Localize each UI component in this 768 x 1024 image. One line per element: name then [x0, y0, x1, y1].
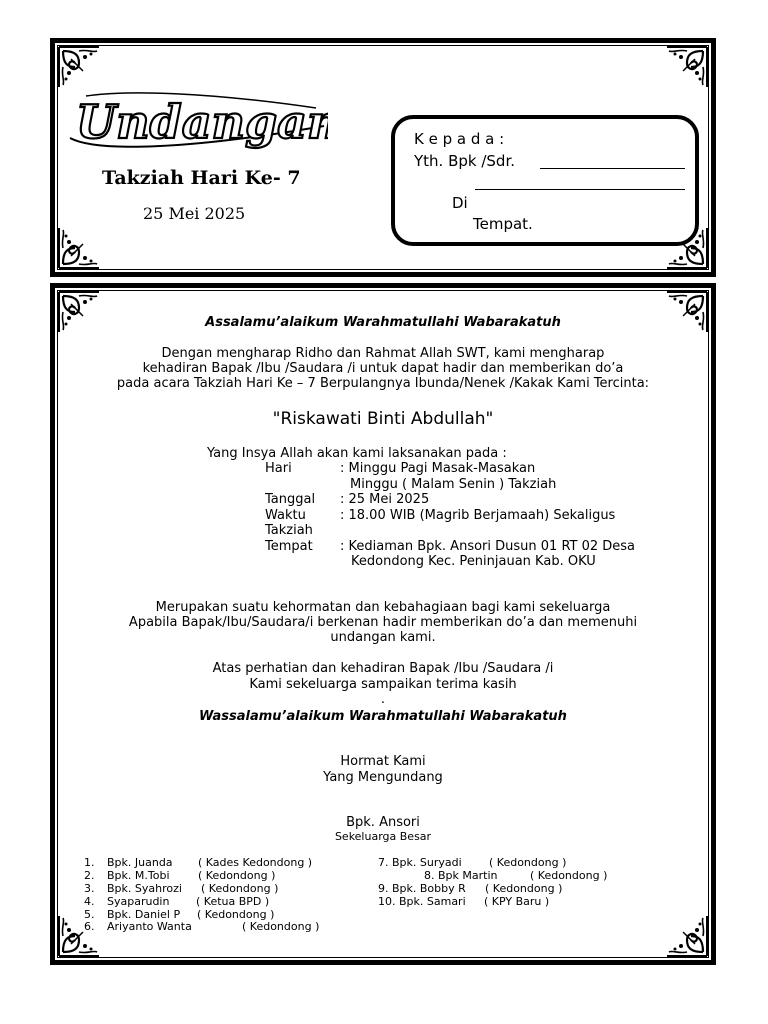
tempat-label-schedule: Tempat — [265, 539, 313, 554]
thanks-line-1: Atas perhatian dan kehadiran Bapak /Ibu /Saudara /i — [212, 661, 554, 676]
recipient-name-line[interactable] — [540, 168, 685, 169]
guest-num: 4. — [84, 895, 95, 908]
guest-role: ( KPY Baru ) — [484, 895, 550, 908]
guest-name: 9. Bpk. Bobby R — [378, 882, 466, 895]
tempat-value-2: Kedondong Kec. Peninjauan Kab. OKU — [351, 554, 596, 569]
guest-name: 10. Bpk. Samari — [378, 895, 466, 908]
tempat-label: Tempat. — [473, 215, 533, 233]
corner-ornament-icon — [665, 914, 709, 958]
hari-label: Hari — [265, 461, 292, 476]
guest-num: 2. — [84, 869, 95, 882]
guest-num: 6. — [84, 920, 95, 933]
guest-name: Syaparudin — [107, 895, 170, 908]
intro-line-1: Dengan mengharap Ridho dan Rahmat Allah SWT, kami mengharap — [161, 346, 605, 361]
tanggal-label: Tanggal — [265, 492, 316, 507]
recipient-name-line-2[interactable] — [475, 189, 685, 190]
thanks-line-2: Kami sekeluarga sampaikan terima kasih — [249, 677, 517, 692]
yth-label: Yth. Bpk /Sdr. — [414, 152, 516, 170]
signer-family: Sekeluarga Besar — [334, 830, 432, 843]
corner-ornament-icon — [57, 226, 101, 270]
closing-greeting: Wassalamu’alaikum Warahmatullahi Wabarakatuh — [199, 709, 567, 724]
closing-line-3: undangan kami. — [330, 630, 436, 645]
waktu-continuation: Takziah — [265, 523, 313, 538]
guest-role: ( Kedondong ) — [242, 920, 320, 933]
guest-role: ( Kedondong ) — [198, 869, 276, 882]
sign-mengundang: Yang Mengundang — [323, 770, 443, 785]
guest-num: 1. — [84, 856, 95, 869]
di-label: Di — [452, 194, 468, 212]
kepada-label: K e p a d a : — [414, 130, 505, 148]
intro-line-3: pada acara Takziah Hari Ke – 7 Berpulangnya Ibunda/Nenek /Kakak Kami Tercinta: — [116, 376, 650, 391]
event-date: 25 Mei 2025 — [143, 204, 246, 223]
guest-name: 8. Bpk Martin — [424, 869, 498, 882]
intro-line-2: kehadiran Bapak /Ibu /Saudara /i untuk dapat hadir dan memberikan do’a — [142, 361, 624, 376]
deceased-name: "Riskawati Binti Abdullah" — [272, 409, 494, 429]
guest-name: Ariyanto Wanta — [107, 920, 192, 933]
corner-ornament-icon — [665, 45, 709, 89]
waktu-value: : 18.00 WIB (Magrib Berjamaah) Sekaligus — [340, 508, 616, 523]
sign-hormat: Hormat Kami — [340, 754, 426, 769]
closing-line-1: Merupakan suatu kehormatan dan kebahagiaan bagi kami sekeluarga — [155, 600, 611, 615]
guest-role: ( Kades Kedondong ) — [198, 856, 313, 869]
tempat-value: : Kediaman Bpk. Ansori Dusun 01 RT 02 Desa — [340, 539, 636, 554]
thanks-line-3: . — [380, 692, 386, 707]
guest-role: ( Ketua BPD ) — [196, 895, 270, 908]
hari-value-2: Minggu ( Malam Senin ) Takziah — [350, 477, 557, 492]
svg-text:Undangan: Undangan — [76, 95, 328, 149]
guest-role: ( Kedondong ) — [485, 882, 563, 895]
guest-name: Bpk. Daniel P — [107, 908, 181, 921]
undangan-logo — [66, 88, 328, 154]
corner-ornament-icon — [57, 45, 101, 89]
guest-role: ( Kedondong ) — [201, 882, 279, 895]
guest-name: Bpk. Syahrozi — [107, 882, 182, 895]
guest-name: Bpk. Juanda — [107, 856, 173, 869]
guest-role: ( Kedondong ) — [530, 869, 608, 882]
guest-name: Bpk. M.Tobi — [107, 869, 170, 882]
hari-value: : Minggu Pagi Masak-Masakan — [340, 461, 536, 476]
guest-name: 7. Bpk. Suryadi — [378, 856, 462, 869]
waktu-label: Waktu — [265, 508, 306, 523]
schedule-intro: Yang Insya Allah akan kami laksanakan pada : — [207, 446, 507, 461]
signer-name: Bpk. Ansori — [346, 815, 420, 830]
guest-role: ( Kedondong ) — [197, 908, 275, 921]
opening-greeting: Assalamu’alaikum Warahmatullahi Wabarakatuh — [205, 315, 561, 330]
event-subtitle: Takziah Hari Ke- 7 — [102, 167, 301, 189]
guest-num: 3. — [84, 882, 95, 895]
closing-line-2: Apabila Bapak/Ibu/Saudara/i berkenan hadir memberikan do’a dan memenuhi — [128, 615, 638, 630]
guest-num: 5. — [84, 908, 95, 921]
guest-role: ( Kedondong ) — [489, 856, 567, 869]
tanggal-value: : 25 Mei 2025 — [340, 492, 430, 507]
